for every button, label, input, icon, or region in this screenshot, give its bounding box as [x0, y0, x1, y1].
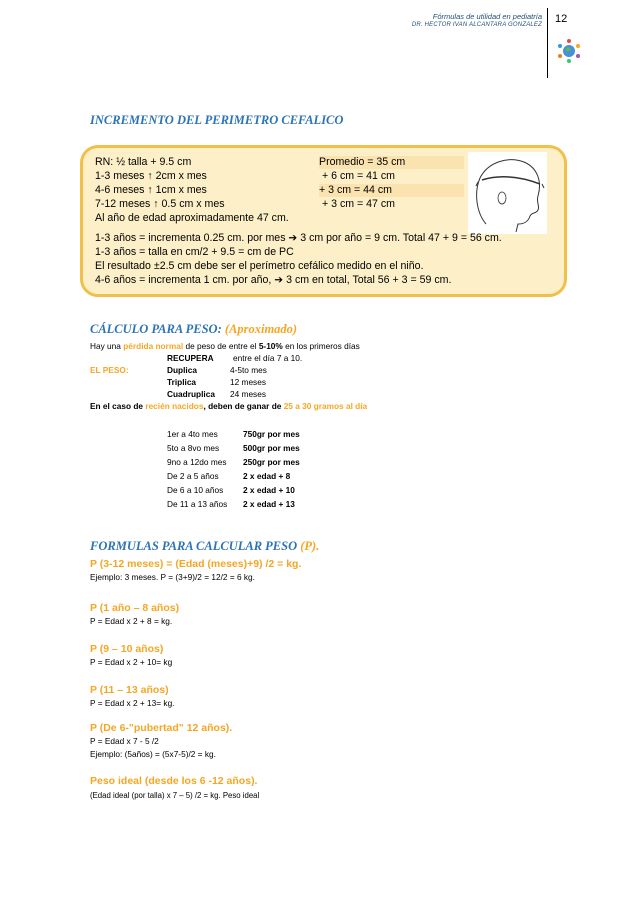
formula-heading: P (9 – 10 años) — [90, 643, 164, 655]
gain-value: 2 x edad + 8 — [243, 471, 291, 481]
peso-row-value: 4-5to mes — [230, 365, 267, 375]
gain-age: De 11 a 13 años — [167, 499, 228, 509]
el-peso-label: EL PESO: — [90, 365, 129, 375]
recupera-label: RECUPERA — [167, 353, 214, 363]
box-right-line-promedio: Promedio = 35 cm — [319, 156, 464, 169]
highlight-text: 25 a 30 gramos al día — [283, 401, 368, 411]
head-profile-icon — [468, 152, 547, 234]
gain-age: 1er a 4to mes — [167, 429, 218, 439]
formula-line: P = Edad x 2 + 8 = kg. — [90, 616, 173, 626]
section-title-peso — [90, 322, 297, 337]
text-run: Hay una — [90, 341, 124, 351]
gain-age: De 2 a 5 años — [167, 471, 219, 481]
gain-value: 2 x edad + 10 — [243, 485, 295, 495]
formula-line: P = Edad x 2 + 10= kg — [90, 657, 173, 667]
text-run: de peso de entre el — [183, 341, 259, 351]
section-title-extra: (Aproximado) — [224, 322, 298, 336]
gain-value: 500gr por mes — [243, 443, 300, 453]
perdida-line — [90, 341, 360, 352]
section-title-extra: (P). — [300, 539, 320, 553]
box-bottom-line: 1-3 años = incrementa 0.25 cm. por mes ➔ 3 cm por año = 9 cm. Total 47 + 9 = 56 cm. — [95, 232, 502, 244]
formula-heading: Peso ideal (desde los 6 -12 años). — [90, 775, 258, 787]
peso-row-value: 12 meses — [230, 377, 266, 387]
section-title-perimetro: INCREMENTO DEL PERIMETRO CEFALICO — [90, 113, 344, 127]
box-bottom-line: 4-6 años = incrementa 1 cm. por año, ➔ 3 cm en total, Total 56 + 3 = 59 cm. — [95, 274, 452, 286]
gain-age: 5to a 8vo mes — [167, 443, 220, 453]
section-title-text: CÁLCULO PARA PESO: — [90, 322, 225, 336]
box-left-line: 7-12 meses ↑ 0.5 cm x mes — [95, 198, 225, 210]
formula-heading: P (3-12 meses) = (Edad (meses)+9) /2 = kg. — [90, 558, 302, 570]
bold-text: 5-10% — [258, 341, 283, 351]
formula-line: Ejemplo: 3 meses. P = (3+9)/2 = 12/2 = 6 kg. — [90, 572, 255, 582]
box-right-line: + 3 cm = 44 cm — [319, 184, 464, 197]
text-run: en los primeros días — [282, 341, 360, 351]
peso-row-label: Triplica — [167, 377, 197, 387]
header-divider — [547, 8, 548, 78]
formula-heading: P (11 – 13 años) — [90, 684, 169, 696]
formula-heading: P (1 año – 8 años) — [90, 602, 180, 614]
globe-children-icon — [556, 38, 582, 64]
box-left-line: Al año de edad aproximadamente 47 cm. — [95, 212, 289, 224]
gain-age: De 6 a 10 años — [167, 485, 224, 495]
box-bottom-line: El resultado ±2.5 cm debe ser el perímetro cefálico medido en el niño. — [95, 260, 424, 272]
recupera-value: entre el día 7 a 10. — [233, 353, 303, 363]
page-number: 12 — [555, 13, 568, 25]
recien-nacidos-line — [90, 401, 367, 412]
peso-row-label: Duplica — [167, 365, 197, 375]
section-title-text: FORMULAS PARA CALCULAR PESO — [90, 539, 301, 553]
box-right-line: + 6 cm = 41 cm — [322, 170, 396, 182]
box-left-line: RN: ½ talla + 9.5 cm — [95, 156, 192, 168]
gain-value: 250gr por mes — [243, 457, 300, 467]
highlight-text: pérdida normal — [123, 341, 184, 351]
peso-row-label: Cuadruplica — [167, 389, 215, 399]
section-title-formulas — [90, 539, 319, 554]
header-title: Fórmulas de utilidad en pediatría — [432, 12, 542, 21]
header-author: DR. HECTOR IVAN ALCANTARA GONZALEZ — [411, 22, 542, 28]
formula-heading: P (De 6-"pubertad" 12 años). — [90, 722, 233, 734]
formula-line: (Edad ideal (por talla) x 7 – 5) /2 = kg. Peso ideal — [90, 791, 260, 800]
box-right-line: + 3 cm = 47 cm — [322, 198, 396, 210]
gain-value: 2 x edad + 13 — [243, 499, 295, 509]
text-run: , deben de ganar de — [203, 401, 284, 411]
formula-line: P = Edad x 2 + 13= kg. — [90, 698, 175, 708]
gain-value: 750gr por mes — [243, 429, 300, 439]
peso-row-value: 24 meses — [230, 389, 266, 399]
box-left-line: 1-3 meses ↑ 2cm x mes — [95, 170, 207, 182]
text-run: En el caso de — [90, 401, 146, 411]
formula-line: Ejemplo: (5años) = (5x7-5)/2 = kg. — [90, 749, 216, 759]
formula-line: P = Edad x 7 - 5 /2 — [90, 736, 159, 746]
head-measure-illustration — [468, 152, 547, 234]
box-left-line: 4-6 meses ↑ 1cm x mes — [95, 184, 207, 196]
highlight-text: recién nacidos — [145, 401, 204, 411]
gain-age: 9no a 12do mes — [167, 457, 227, 467]
box-bottom-line: 1-3 años = talla en cm/2 + 9.5 = cm de PC — [95, 246, 294, 258]
